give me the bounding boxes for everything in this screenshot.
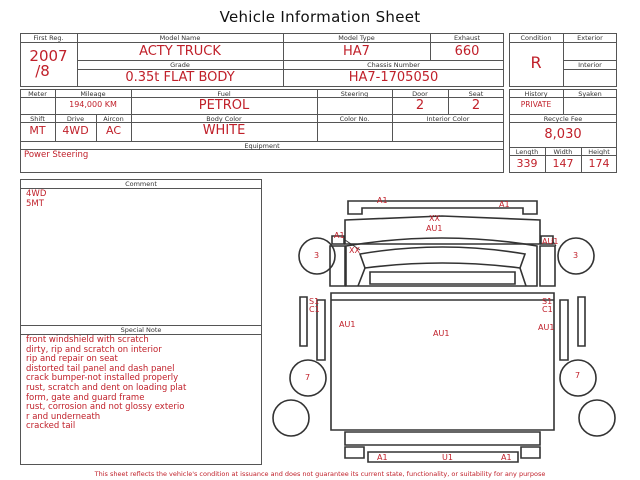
- grade-label: Grade: [170, 61, 190, 69]
- fuel-label: Fuel: [217, 90, 231, 98]
- mark-left-wheel-rear: 7: [305, 373, 311, 382]
- shift-value: MT: [29, 124, 46, 137]
- model-type-value: HA7: [343, 44, 370, 59]
- mark-right-wheel-front: 3: [573, 251, 579, 260]
- model-name-label: Model Name: [159, 34, 201, 42]
- aircon-value: AC: [105, 124, 121, 137]
- length-value: 339: [516, 157, 538, 170]
- interior-color-label: Interior Color: [426, 115, 470, 123]
- mark-left-side-c: AU1: [339, 320, 356, 329]
- history-value: PRIVATE: [520, 100, 552, 109]
- door-value: 2: [415, 98, 425, 113]
- note-line: front windshield with scratch: [26, 335, 149, 345]
- first-reg-month: /8: [35, 62, 50, 80]
- aircon-label: Aircon: [103, 115, 124, 123]
- exhaust-label: Exhaust: [453, 34, 481, 42]
- mark-right-side-b: C1: [542, 305, 553, 314]
- mark-left-wheel-front: 3: [314, 251, 320, 260]
- mark-windshield-a: XX: [429, 214, 440, 223]
- mark-left-front-a: A1: [334, 231, 345, 240]
- exhaust-value: 660: [454, 44, 480, 59]
- note-line: cracked tail: [26, 421, 76, 432]
- page-title: Vehicle Information Sheet: [219, 8, 421, 26]
- recycle-fee-label: Recycle Fee: [543, 115, 583, 123]
- height-label: Height: [588, 148, 610, 156]
- length-label: Length: [515, 148, 539, 156]
- mileage-label: Mileage: [80, 90, 106, 98]
- steering-label: Steering: [340, 90, 369, 98]
- mark-rear-right: A1: [501, 453, 512, 462]
- interior-label: Interior: [578, 61, 602, 69]
- equipment-label: Equipment: [244, 142, 280, 150]
- note-line: r and underneath: [26, 411, 101, 422]
- seat-value: 2: [471, 98, 481, 113]
- comment-line: 5MT: [26, 198, 44, 209]
- first-reg-label: First Reg.: [33, 34, 64, 42]
- width-label: Width: [553, 148, 573, 156]
- history-label: History: [524, 90, 548, 98]
- comment-line: 4WD: [26, 189, 47, 199]
- mark-front-right: A1: [499, 200, 510, 209]
- mark-rear-center: U1: [442, 453, 453, 462]
- condition-value: R: [530, 53, 542, 72]
- condition-label: Condition: [520, 34, 552, 42]
- mark-rear-left: A1: [377, 453, 388, 462]
- mark-right-front: AU1: [542, 237, 559, 246]
- body-color-label: Body Color: [206, 115, 242, 123]
- first-reg-year: 2007: [29, 47, 68, 65]
- special-note-label: Special Note: [120, 326, 162, 334]
- seat-label: Seat: [468, 90, 484, 98]
- model-name-value: ACTY TRUCK: [139, 44, 221, 59]
- exterior-label: Exterior: [577, 34, 603, 42]
- height-value: 174: [588, 157, 610, 170]
- mark-left-side-a: S1: [309, 297, 320, 306]
- note-line: rust, corrosion and not glossy exterio: [26, 402, 185, 413]
- mark-right-wheel-rear: 7: [575, 371, 581, 380]
- note-line: crack bumper-not installed properly: [26, 373, 179, 384]
- note-line: dirty, rip and scratch on interior: [26, 344, 162, 355]
- comment-label: Comment: [125, 180, 157, 188]
- note-line: distorted tail panel and dash panel: [26, 363, 175, 374]
- fuel-value: PETROL: [198, 98, 250, 113]
- drive-label: Drive: [66, 115, 85, 123]
- note-line: form, gate and guard frame: [26, 392, 145, 403]
- mileage-value: 194,000 KM: [69, 100, 117, 109]
- syaken-label: Syaken: [578, 90, 602, 98]
- body-color-value: WHITE: [202, 123, 246, 138]
- width-value: 147: [552, 157, 574, 170]
- recycle-fee-value: 8,030: [544, 127, 582, 142]
- disclaimer-footer: This sheet reflects the vehicle's condition at issuance and does not guarantee its current state, functionality, or suitability for any purpose: [94, 470, 546, 478]
- mark-bed: AU1: [433, 329, 450, 338]
- door-label: Door: [412, 90, 428, 98]
- model-type-label: Model Type: [338, 34, 375, 42]
- mark-left-front-b: XX: [349, 246, 360, 255]
- chassis-number-label: Chassis Number: [367, 61, 420, 69]
- drive-value: 4WD: [62, 124, 89, 137]
- color-no-label: Color No.: [339, 115, 370, 123]
- grade-value: 0.35t FLAT BODY: [125, 70, 235, 85]
- note-line: rip and repair on seat: [26, 354, 118, 365]
- meter-label: Meter: [28, 90, 47, 98]
- chassis-number-value: HA7-1705050: [348, 70, 439, 85]
- equipment-value: Power Steering: [24, 150, 89, 160]
- mark-windshield-b: AU1: [426, 224, 443, 233]
- shift-label: Shift: [30, 115, 45, 123]
- mark-right-side-c: AU1: [538, 323, 555, 332]
- note-line: rust, scratch and dent on loading plat: [26, 382, 187, 393]
- mark-right-side-a: S1: [542, 297, 553, 306]
- mark-left-side-b: C1: [309, 305, 320, 314]
- mark-front-bumper: A1: [377, 196, 388, 205]
